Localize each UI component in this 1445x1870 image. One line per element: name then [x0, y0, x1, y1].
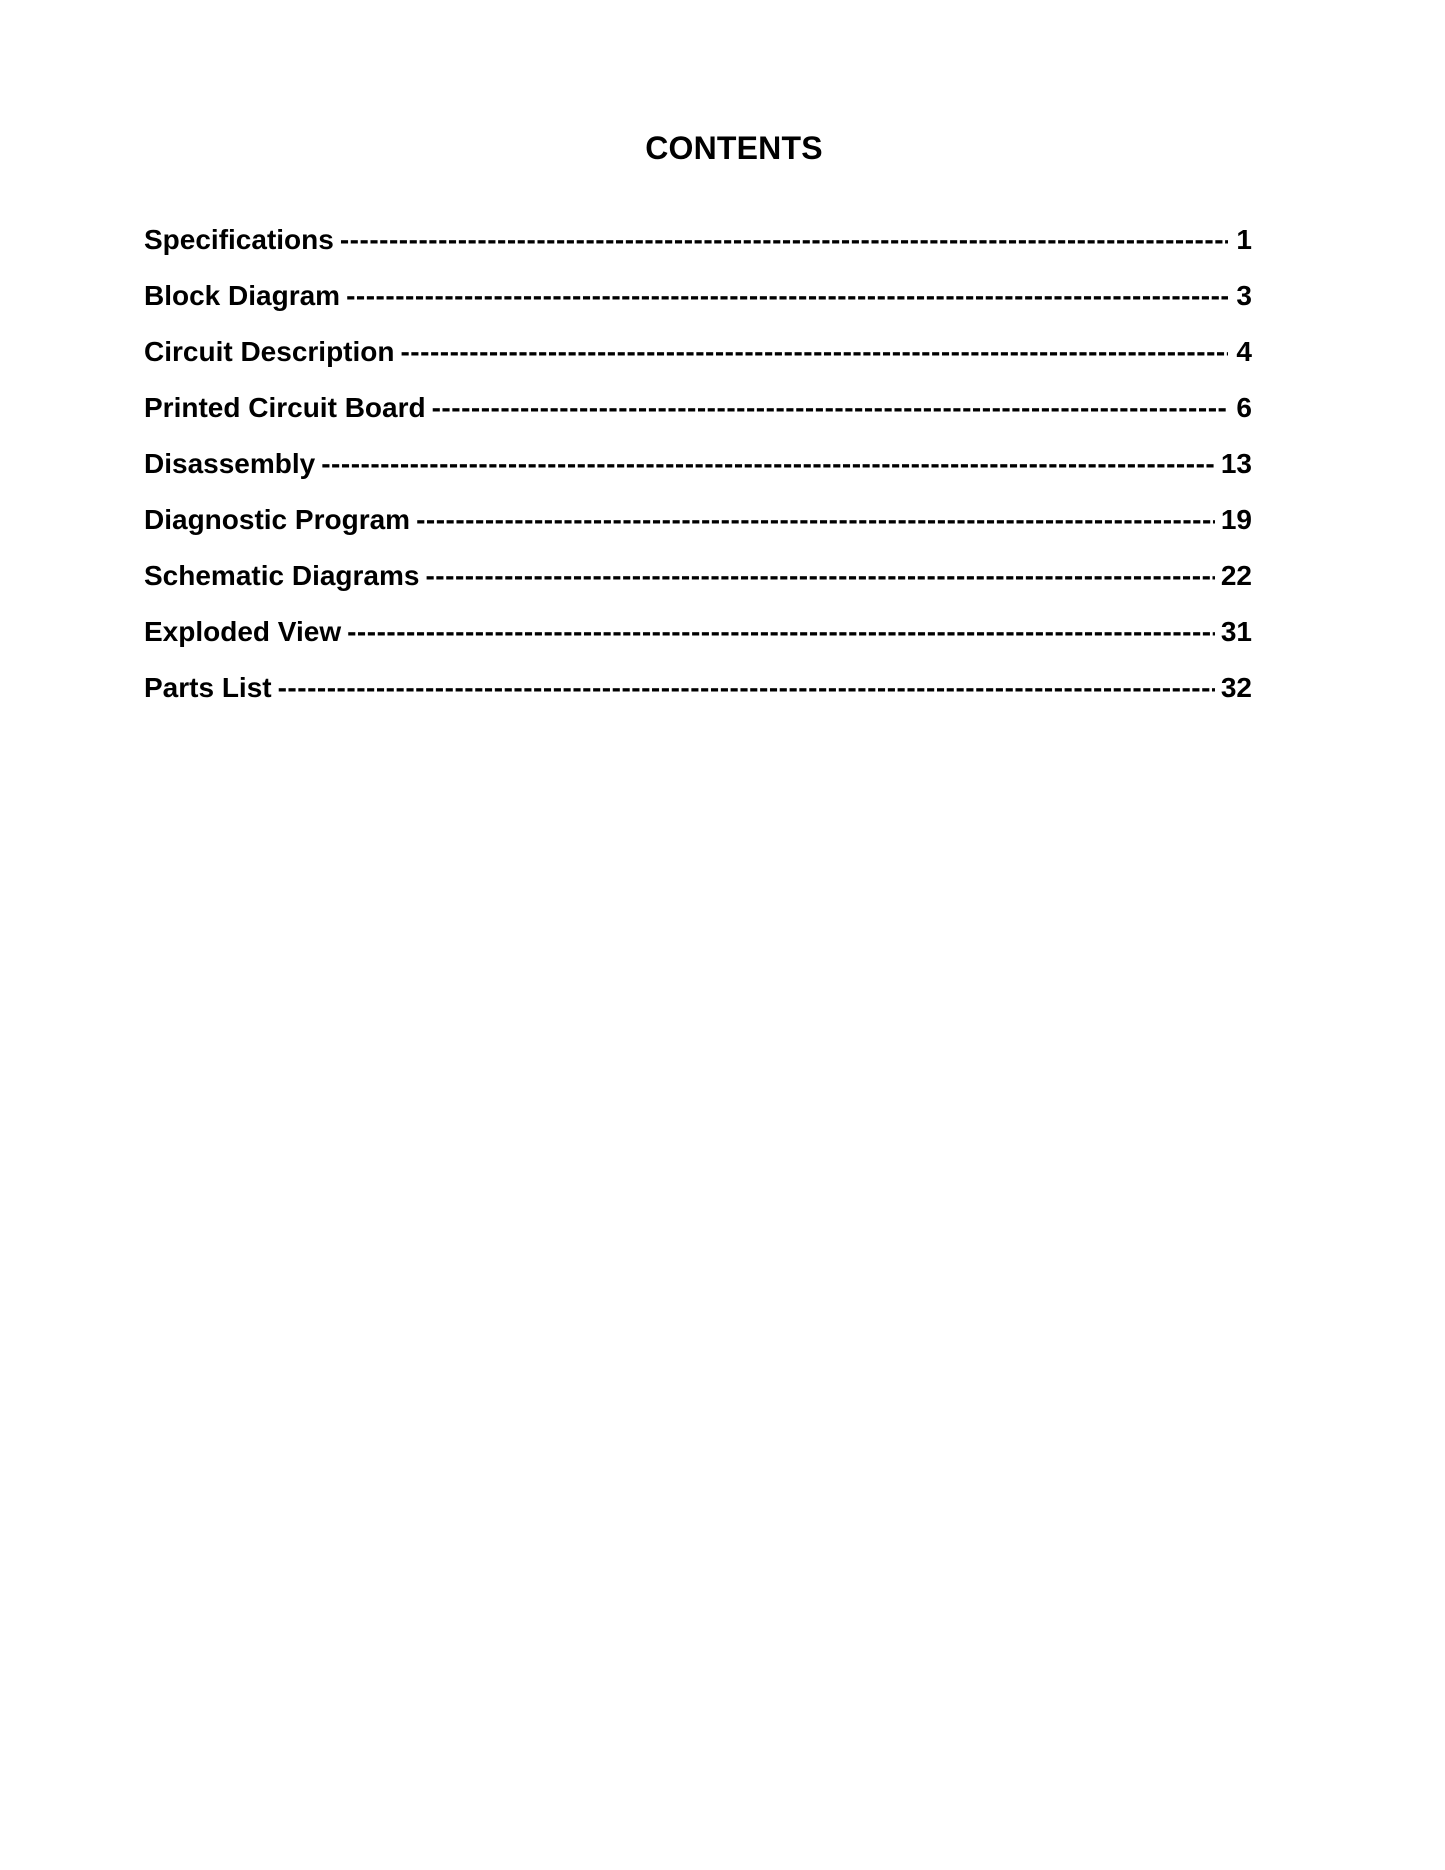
toc-entry-exploded-view: [144, 612, 1252, 668]
toc-leader-dashes: [347, 612, 1215, 652]
toc-entry-page-number: 13: [1220, 448, 1252, 479]
toc-entry-page-number: 31: [1220, 616, 1252, 647]
toc-entry-label: Specifications: [144, 224, 334, 255]
toc-entry-label: Block Diagram: [144, 280, 341, 311]
toc-entry-page-number: 32: [1220, 672, 1252, 703]
toc-entry-page-number: 3: [1236, 280, 1252, 311]
toc-leader-dashes: [432, 388, 1228, 428]
toc-entry-label: Schematic Diagrams: [144, 560, 420, 591]
toc-leader-dashes: [425, 556, 1214, 596]
toc-leader-dashes: [400, 332, 1228, 372]
toc-entry-schematic-diagrams: [144, 556, 1252, 612]
toc-entry-disassembly: [144, 444, 1252, 500]
toc-entry-page-number: 4: [1236, 336, 1252, 367]
toc-entry-diagnostic-program: [144, 500, 1252, 556]
toc-entry-label: Printed Circuit Board: [144, 392, 426, 423]
toc-entry-label: Parts List: [144, 672, 272, 703]
toc-entry-page-number: 22: [1220, 560, 1252, 591]
page-title: CONTENTS: [645, 130, 823, 166]
toc-leader-dashes: [321, 444, 1215, 484]
toc-leader-dashes: [416, 500, 1215, 540]
toc-entry-label: Exploded View: [144, 616, 342, 647]
toc-entry-specifications: [144, 220, 1252, 276]
toc-entry-label: Circuit Description: [144, 336, 395, 367]
toc-leader-dashes: [278, 668, 1215, 708]
toc-entry-page-number: 6: [1236, 392, 1252, 423]
toc-entry-label: Disassembly: [144, 448, 316, 479]
toc-entry-block-diagram: [144, 276, 1252, 332]
toc-entry-page-number: 19: [1220, 504, 1252, 535]
toc-entry-circuit-description: [144, 332, 1252, 388]
toc-leader-dashes: [340, 220, 1228, 260]
toc-leader-dashes: [346, 276, 1228, 316]
table-of-contents: [144, 220, 1252, 724]
toc-entry-page-number: 1: [1236, 224, 1252, 255]
toc-entry-parts-list: [144, 668, 1252, 724]
toc-entry-printed-circuit-board: [144, 388, 1252, 444]
toc-entry-label: Diagnostic Program: [144, 504, 411, 535]
